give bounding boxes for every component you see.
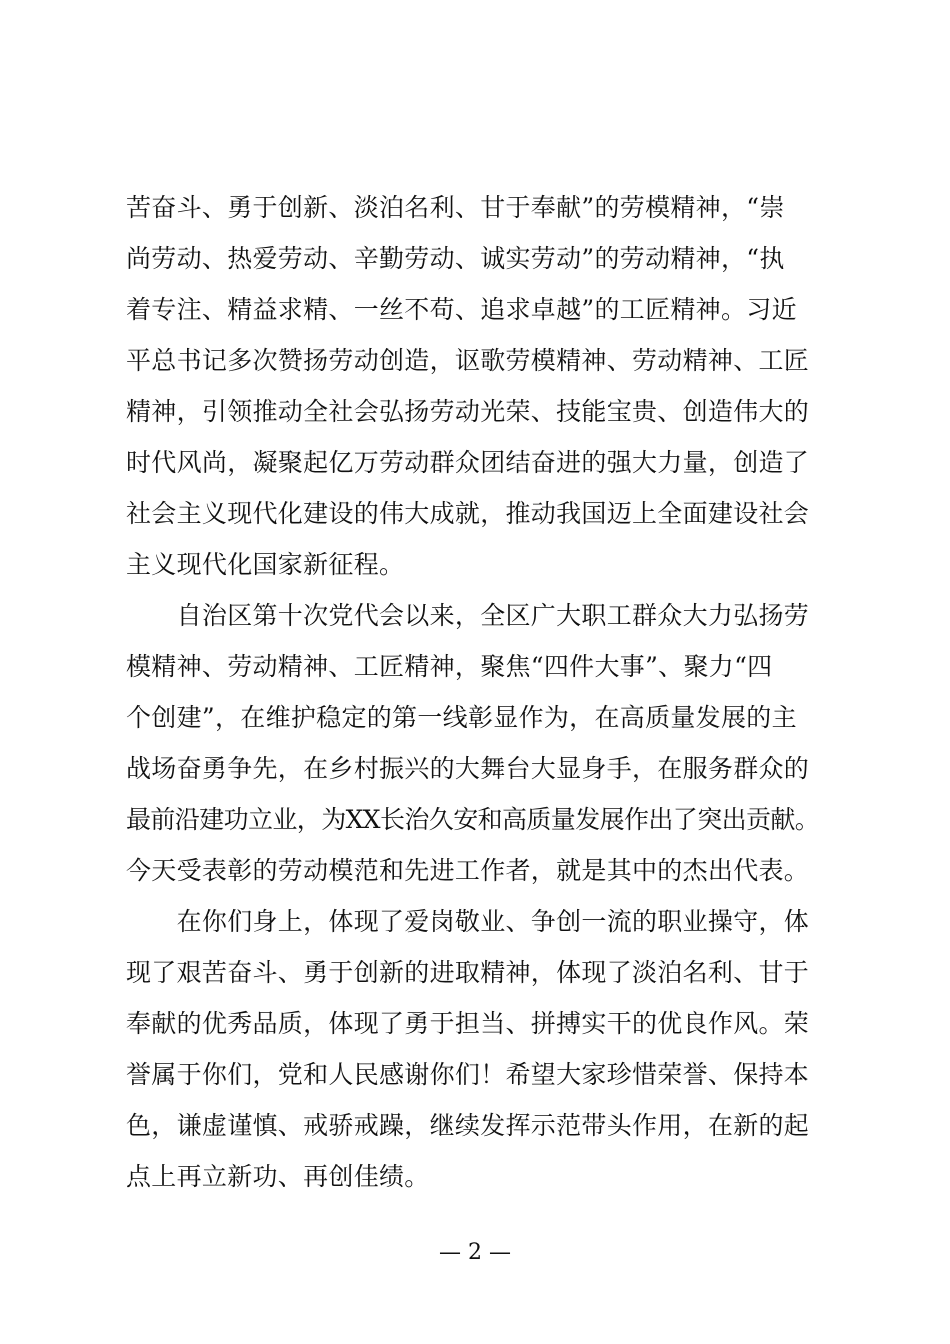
text-line: 点上再立新功、再创佳绩。 bbox=[126, 1162, 430, 1191]
paragraph-start-line: 在你们身上，体现了爱岗敬业、争创一流的职业操守，体 bbox=[126, 907, 810, 936]
text-line: 苦奋斗、勇于创新、淡泊名利、甘于奉献”的劳模精神，“崇 bbox=[126, 193, 785, 222]
text-line: 奉献的优秀品质，体现了勇于担当、拼搏实干的优良作风。荣 bbox=[126, 1009, 810, 1038]
text-line: 主义现代化国家新征程。 bbox=[126, 550, 405, 579]
text-line: 色，谦虚谨慎、戒骄戒躁，继续发挥示范带头作用，在新的起 bbox=[126, 1111, 810, 1140]
text-line: 社会主义现代化建设的伟大成就，推动我国迈上全面建设社会 bbox=[126, 499, 810, 528]
text-line: 最前沿建功立业，为XX长治久安和高质量发展作出了突出贡献。 bbox=[126, 805, 820, 834]
text-line: 今天受表彰的劳动模范和先进工作者，就是其中的杰出代表。 bbox=[126, 856, 810, 885]
text-line: 时代风尚，凝聚起亿万劳动群众团结奋进的强大力量，创造了 bbox=[126, 448, 810, 477]
text-line: 模精神、劳动精神、工匠精神，聚焦“四件大事”、聚力“四 bbox=[126, 652, 773, 681]
text-line: 精神，引领推动全社会弘扬劳动光荣、技能宝贵、创造伟大的 bbox=[126, 397, 810, 426]
text-line: 着专注、精益求精、一丝不苟、追求卓越”的工匠精神。习近 bbox=[126, 295, 797, 324]
text-line: 尚劳动、热爱劳动、辛勤劳动、诚实劳动”的劳动精神，“执 bbox=[126, 244, 785, 273]
text-line: 战场奋勇争先，在乡村振兴的大舞台大显身手，在服务群众的 bbox=[126, 754, 810, 783]
text-line: 现了艰苦奋斗、勇于创新的进取精神，体现了淡泊名利、甘于 bbox=[126, 958, 810, 987]
text-line: 誉属于你们，党和人民感谢你们！希望大家珍惜荣誉、保持本 bbox=[126, 1060, 810, 1089]
text-line: 个创建”，在维护稳定的第一线彰显作为，在高质量发展的主 bbox=[126, 703, 797, 732]
page-number: — 2 — bbox=[439, 1240, 511, 1265]
document-body bbox=[126, 182, 836, 1202]
text-line: 平总书记多次赞扬劳动创造，讴歌劳模精神、劳动精神、工匠 bbox=[126, 346, 810, 375]
paragraph-start-line: 自治区第十次党代会以来，全区广大职工群众大力弘扬劳 bbox=[126, 601, 810, 630]
